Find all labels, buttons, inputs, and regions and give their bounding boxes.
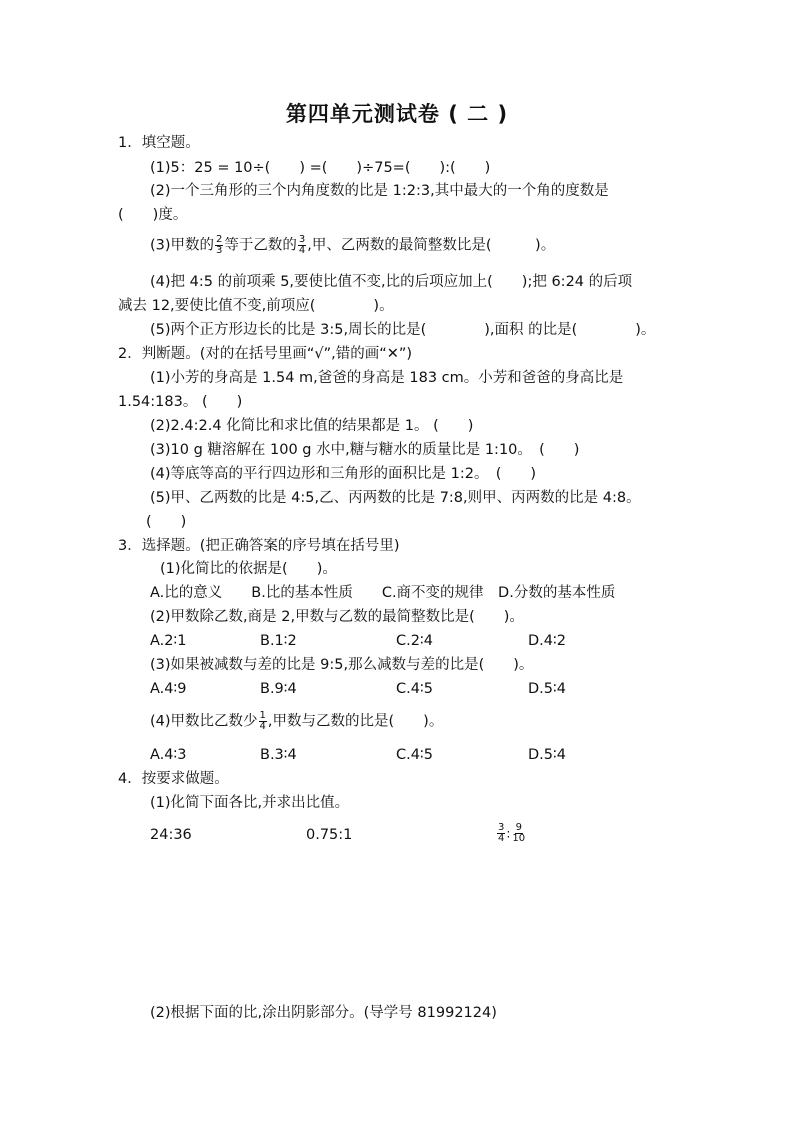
frac-num: 3: [298, 234, 306, 245]
page-title: 第四单元测试卷 ( 二 ): [285, 102, 509, 126]
s1-q2-line2: ( )度。: [118, 207, 188, 223]
s2-q4: (4)等底等高的平行四边形和三角形的面积比是 1:2。 ( ): [150, 466, 537, 482]
s1-q4-line2: 减去 12,要使比值不变,前项应( )。: [118, 298, 394, 314]
s3-q4-option-d: D.5∶4: [528, 747, 566, 763]
fraction-two-thirds: [215, 235, 223, 256]
s1-q2-line1: (2)一个三角形的三个内角度数的比是 1:2:3,其中最大的一个角的度数是: [150, 183, 609, 199]
frac-num: 2: [216, 234, 223, 245]
frac-den: 4: [259, 721, 266, 732]
frac-den: 4: [498, 833, 505, 844]
fraction-three-quarters: [298, 235, 306, 256]
frac-num: 3: [498, 822, 505, 833]
s3-q3-option-b: B.9∶4: [260, 681, 297, 697]
s3-q4-option-b: B.3∶4: [260, 747, 297, 763]
s1-q3: [150, 235, 555, 256]
s2-q2: (2)2.4:2.4 化简比和求比值的结果都是 1。 ( ): [150, 418, 474, 434]
frac-den: 3: [216, 245, 223, 256]
s3-q1: (1)化简比的依据是( )。: [160, 561, 337, 577]
s3-q2-option-a: A.2∶1: [150, 633, 187, 649]
s1-q4-line1: (4)把 4:5 的前项乘 5,要使比值不变,比的后项应加上( );把 6:24 的后项: [150, 274, 633, 290]
s4-q2: (2)根据下面的比,涂出阴影部分。(导学号 81992124): [150, 1005, 497, 1021]
s3-q4: [150, 711, 443, 732]
s2-q3: (3)10 g 糖溶解在 100 g 水中,糖与糖水的质量比是 1:10。 ( ): [150, 442, 580, 458]
s2-q1-line2: 1.54:183。 ( ): [118, 394, 243, 410]
s3-q3-option-d: D.5∶4: [528, 681, 566, 697]
s3-q2: (2)甲数除乙数,商是 2,甲数与乙数的最简整数比是( )。: [150, 609, 524, 625]
frac-num: 1: [259, 710, 266, 721]
ratio-separator: :: [506, 826, 511, 841]
s3-q3-option-a: A.4∶9: [150, 681, 187, 697]
s3-q2-option-d: D.4∶2: [528, 633, 566, 649]
s2-q1-line1: (1)小芳的身高是 1.54 m,爸爸的身高是 183 cm。小芳和爸爸的身高比是: [150, 370, 624, 386]
s1-q1: (1)5：25 = 10÷( ) =( )÷75=( ):( ): [150, 160, 491, 176]
frac-den: 4: [298, 245, 306, 256]
s1-q3-mid: 等于乙数的: [224, 237, 297, 254]
s3-q3: (3)如果被减数与差的比是 9:5,那么减数与差的比是( )。: [150, 657, 534, 673]
section-2-heading: 2．判断题。(对的在括号里画“√”,错的画“✕”): [118, 346, 413, 362]
fraction-nine-tenths: [511, 823, 526, 844]
s4-ratio-1: 24:36: [150, 827, 192, 843]
s4-q1: (1)化简下面各比,并求出比值。: [150, 795, 350, 811]
s3-q4-pre: (4)甲数比乙数少: [150, 713, 258, 730]
s3-q3-option-c: C.4∶5: [396, 681, 433, 697]
s2-q5-line1: (5)甲、乙两数的比是 4:5,乙、丙两数的比是 7:8,则甲、丙两数的比是 4:8。: [150, 490, 641, 506]
frac-num: 9: [515, 822, 522, 833]
s3-q4-option-a: A.4∶3: [150, 747, 187, 763]
fraction-one-quarter: [259, 711, 267, 732]
s1-q3-post: ,甲、乙两数的最简整数比是( )。: [307, 237, 556, 254]
s3-q4-post: ,甲数与乙数的比是( )。: [267, 713, 444, 730]
s3-q1-options: A.比的意义 B.比的基本性质 C.商不变的规律 D.分数的基本性质: [150, 585, 616, 601]
section-4-heading: 4．按要求做题。: [118, 771, 229, 787]
section-3-heading: 3．选择题。(把正确答案的序号填在括号里): [118, 538, 400, 554]
s3-q2-option-b: B.1∶2: [260, 633, 297, 649]
s1-q3-pre: (3)甲数的: [150, 237, 215, 254]
s3-q4-option-c: C.4∶5: [396, 747, 433, 763]
section-1-heading: 1．填空题。: [118, 135, 200, 151]
s4-ratio-3: [496, 823, 527, 844]
s1-q5: (5)两个正方形边长的比是 3:5,周长的比是( ),面积 的比是( )。: [150, 322, 656, 338]
fraction-three-quarters: [497, 823, 505, 844]
s4-ratio-2: 0.75:1: [306, 827, 353, 843]
s3-q2-option-c: C.2∶4: [396, 633, 433, 649]
frac-den: 10: [512, 833, 526, 844]
s2-q5-line2: ( ): [146, 514, 187, 530]
